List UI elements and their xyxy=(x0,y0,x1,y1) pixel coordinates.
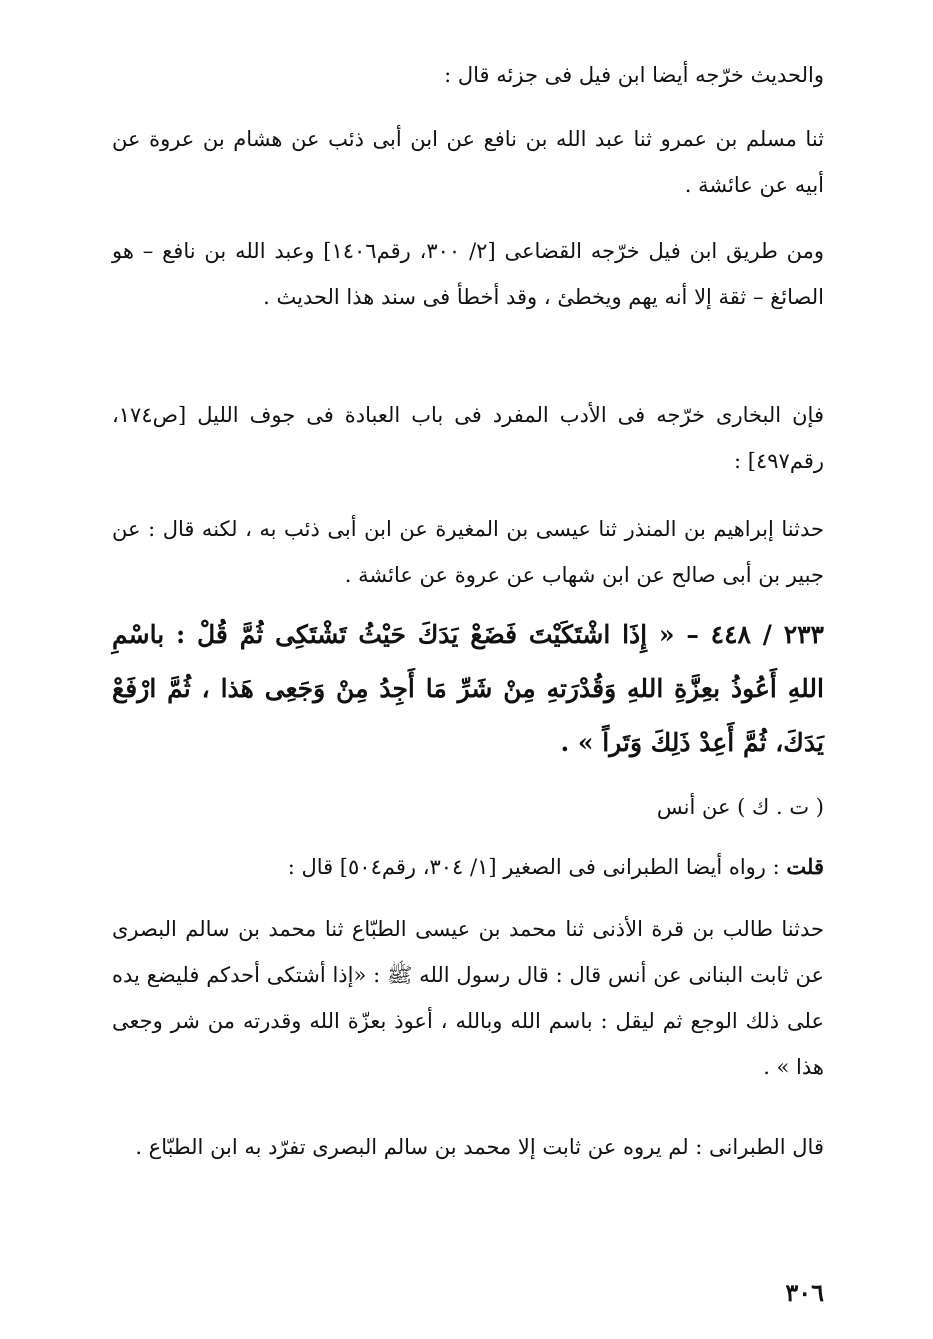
hadith-source: ( ت . ك ) عن أنس xyxy=(656,795,824,819)
paragraph-1: والحديث خرّجه أيضا ابن فيل فى جزئه قال : xyxy=(444,63,824,87)
qult-label: قلت xyxy=(786,854,824,879)
paragraph-3: ومن طريق ابن فيل خرّجه القضاعى [٢/ ٣٠٠، رقم١٤٠٦] وعبد الله بن نافع – هو الصائغ – ثقة إلا أنه يهم ويخطئ ، وقد أخطأ فى سند هذا الحديث . xyxy=(112,239,824,309)
paragraph-8: قال الطبرانى : لم يروه عن ثابت إلا محمد بن سالم البصرى تفرّد به ابن الطبّاع . xyxy=(135,1135,824,1159)
paragraph-5: حدثنا إبراهيم بن المنذر ثنا عيسى بن المغيرة عن ابن أبى ذئب به ، لكنه قال : عن جبير بن أبى صالح عن ابن شهاب عن عروة عن عائشة . xyxy=(112,517,824,587)
paragraph-6 xyxy=(112,844,824,890)
paragraph-6-text: : رواه أيضا الطبرانى فى الصغير [١/ ٣٠٤، رقم٥٠٤] قال : xyxy=(287,855,787,879)
paragraph-7: حدثنا طالب بن قرة الأذنى ثنا محمد بن عيسى الطبّاع ثنا محمد بن سالم البصرى عن ثابت البنانى عن أنس قال : قال رسول الله ﷺ : «إذا أشتكى أحدكم فليضع يده على ذلك الوجع ثم ليقل : باسم الله وبالله ، أعوذ بعزّة الله وقدرته من شر وجعى هذا » . xyxy=(112,917,824,1079)
hadith-text: ٢٣٣ / ٤٤٨ – « إِذَا اشْتَكَيْتَ فَضَعْ يَدَكَ حَيْثُ تَشْتَكِى ثُمَّ قُلْ : باسْمِ اللهِ أَعُوذُ بعِزَّةِ اللهِ وَقُدْرَتهِ مِنْ شَرِّ مَا أَجِدُ مِنْ وَجَعِى هَذا ، ثُمَّ ارْفَعْ يَدَكَ، ثُمَّ أَعِدْ ذَلِكَ وَتَراً » . xyxy=(112,620,824,757)
paragraph-2: ثنا مسلم بن عمرو ثنا عبد الله بن نافع عن ابن أبى ذئب عن هشام بن عروة عن أبيه عن عائشة . xyxy=(112,127,824,197)
page-number: ٣٠٦ xyxy=(785,1278,824,1307)
paragraph-4: فإن البخارى خرّجه فى الأدب المفرد فى باب العبادة فى جوف الليل [ص١٧٤، رقم٤٩٧] : xyxy=(112,403,824,473)
